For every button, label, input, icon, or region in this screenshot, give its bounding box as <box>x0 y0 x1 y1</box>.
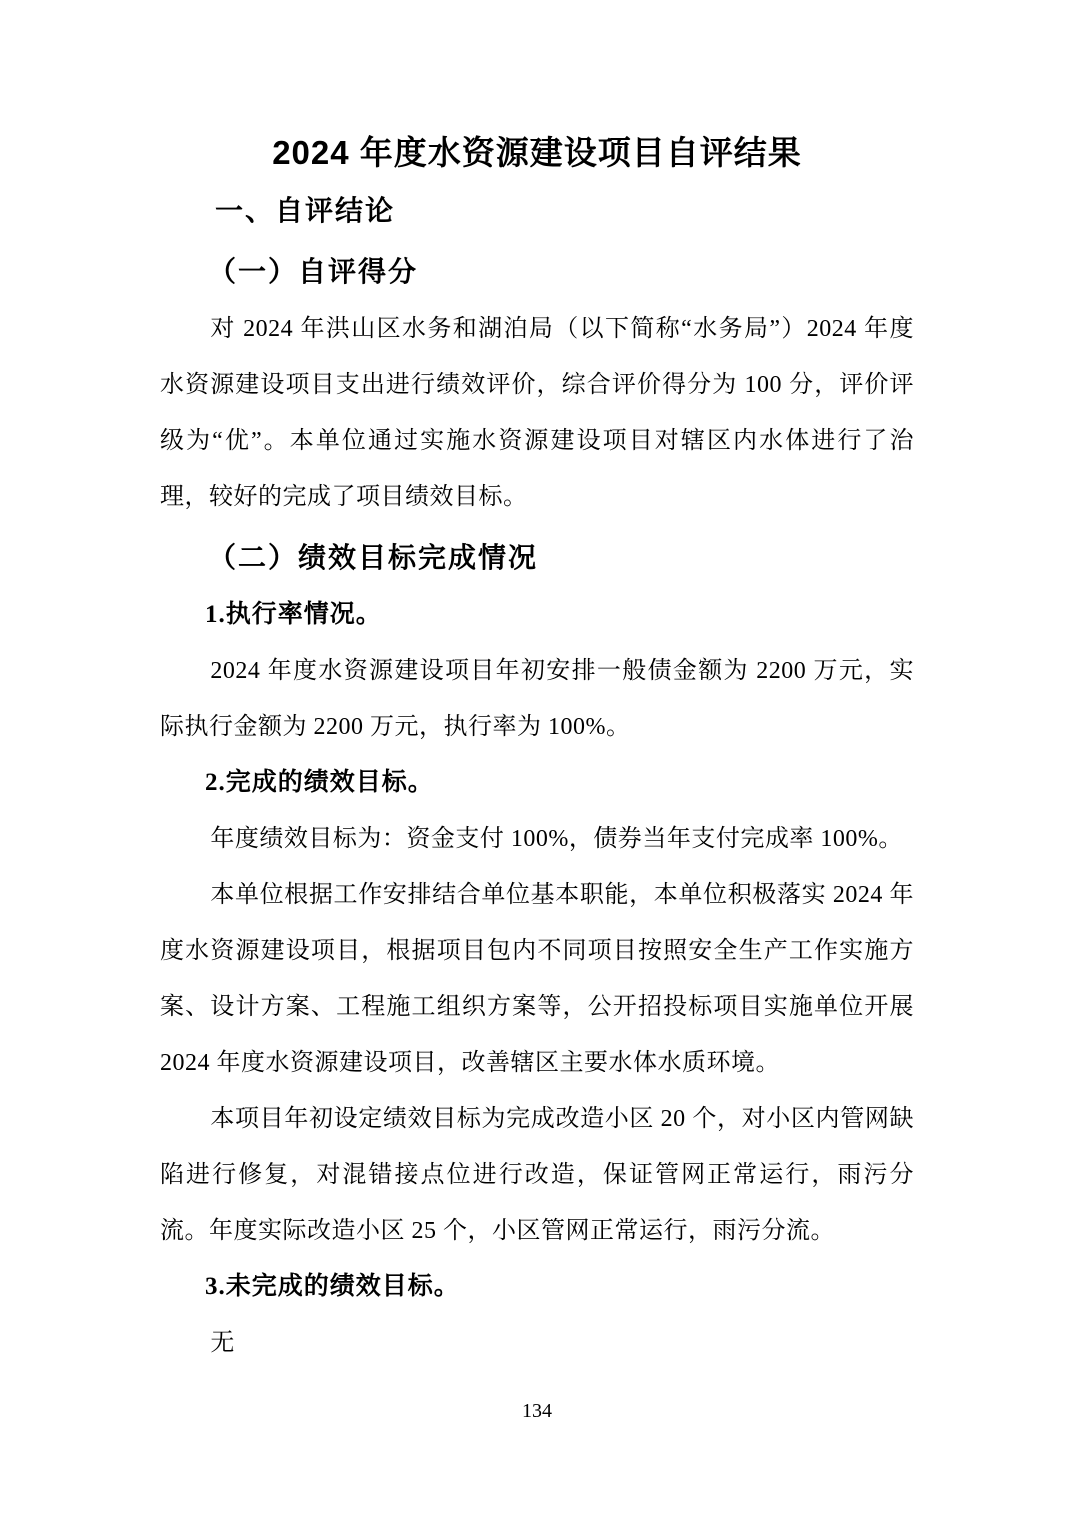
heading-self-evaluation-score: （一）自评得分 <box>208 257 419 288</box>
subheading-completed-targets: 2.完成的绩效目标。 <box>205 769 434 796</box>
document-title: 2024 年度水资源建设项目自评结果 <box>272 134 802 171</box>
paragraph-score-summary: 对 2024 年洪山区水务和湖泊局（以下简称“水务局”）2024 年度水资源建设项目支出进行绩效评价，综合评价得分为 100 分，评价评级为“优”。本单位通过实施水资源建设项目对辖区内水体进行了治理，较好的完成了项目绩效目标。 <box>160 316 914 510</box>
paragraph-annual-targets: 年度绩效目标为：资金支付 100%，债券当年支付完成率 100%。 <box>210 826 903 852</box>
subheading-uncompleted-targets: 3.未完成的绩效目标。 <box>205 1273 460 1300</box>
paragraph-implementation-details: 本单位根据工作安排结合单位基本职能，本单位积极落实 2024 年度水资源建设项目，根据项目包内不同项目按照安全生产工作实施方案、设计方案、工程施工组织方案等，公开招投标项目实施单位开展 2024 年度水资源建设项目，改善辖区主要水体水质环境。 <box>160 882 914 1076</box>
paragraph-renovation-results: 本项目年初设定绩效目标为完成改造小区 20 个，对小区内管网缺陷进行修复，对混错接点位进行改造，保证管网正常运行，雨污分流。年度实际改造小区 25 个，小区管网正常运行，雨污分流。 <box>160 1106 914 1244</box>
subheading-execution-rate: 1.执行率情况。 <box>205 601 382 628</box>
page-number: 134 <box>522 1400 552 1422</box>
heading-target-completion-status: （二）绩效目标完成情况 <box>208 543 539 574</box>
paragraph-uncompleted-none: 无 <box>210 1330 235 1356</box>
heading-self-evaluation-conclusion: 一、自评结论 <box>215 195 396 226</box>
paragraph-execution-rate: 2024 年度水资源建设项目年初安排一般债金额为 2200 万元，实际执行金额为 2200 万元，执行率为 100%。 <box>160 658 914 740</box>
